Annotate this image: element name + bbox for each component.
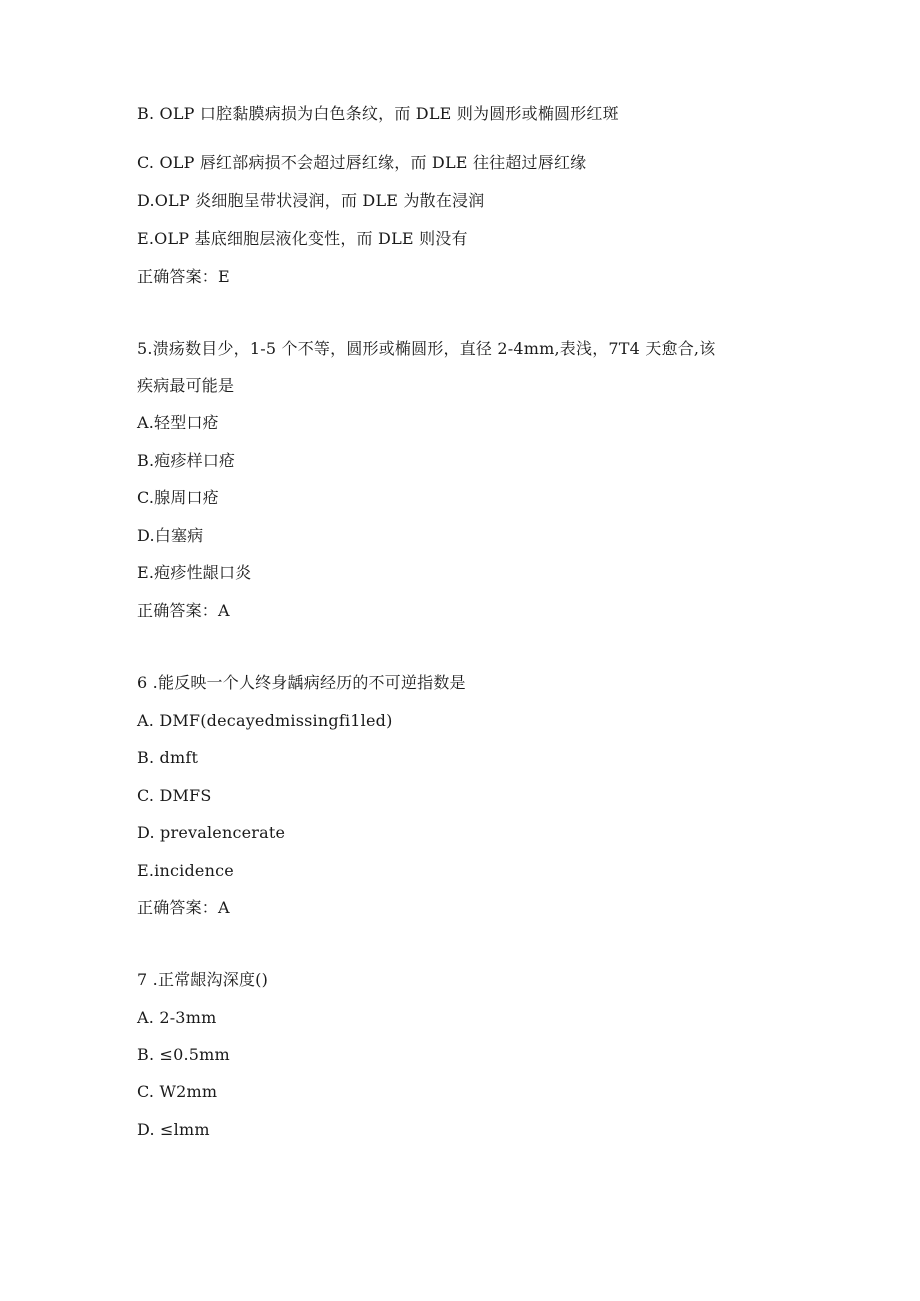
option-c: C.腺周口疮	[137, 488, 219, 507]
option-b: B. ≤0.5mm	[137, 1045, 230, 1064]
option-a: A.轻型口疮	[137, 413, 219, 432]
question-stem: 7 .正常龈沟深度()	[137, 970, 269, 989]
question-stem: 6 .能反映一个人终身龋病经历的不可逆指数是	[137, 673, 466, 692]
correct-answer: 正确答案：A	[137, 898, 230, 917]
option-d: D. prevalencerate	[137, 823, 286, 842]
option-e: E.疱疹性龈口炎	[137, 563, 252, 582]
option-b: B. OLP 口腔黏膜病损为白色条纹，而 DLE 则为圆形或椭圆形红斑	[137, 104, 619, 123]
option-c: C. OLP 唇红部病损不会超过唇红缘，而 DLE 往往超过唇红缘	[137, 153, 587, 172]
correct-answer: 正确答案：A	[137, 601, 230, 620]
option-b: B.疱疹样口疮	[137, 451, 236, 470]
option-b: B. dmft	[137, 748, 199, 767]
option-a: A. 2-3mm	[137, 1008, 217, 1027]
option-c: C. W2mm	[137, 1082, 218, 1101]
option-e: E.incidence	[137, 861, 234, 880]
option-e: E.OLP 基底细胞层液化变性，而 DLE 则没有	[137, 229, 468, 248]
option-d: D.白塞病	[137, 526, 204, 545]
option-d: D.OLP 炎细胞呈带状浸润，而 DLE 为散在浸润	[137, 191, 485, 210]
option-d: D. ≤lmm	[137, 1120, 210, 1139]
option-c: C. DMFS	[137, 786, 212, 805]
question-stem-continued: 疾病最可能是	[137, 376, 235, 395]
option-a: A. DMF(decayedmissingfi1led)	[137, 711, 393, 730]
question-stem: 5.溃疡数目少，1-5 个不等，圆形或椭圆形，直径 2-4mm,表浅，7T4 天愈合,该	[137, 339, 716, 358]
correct-answer: 正确答案：E	[137, 267, 230, 286]
